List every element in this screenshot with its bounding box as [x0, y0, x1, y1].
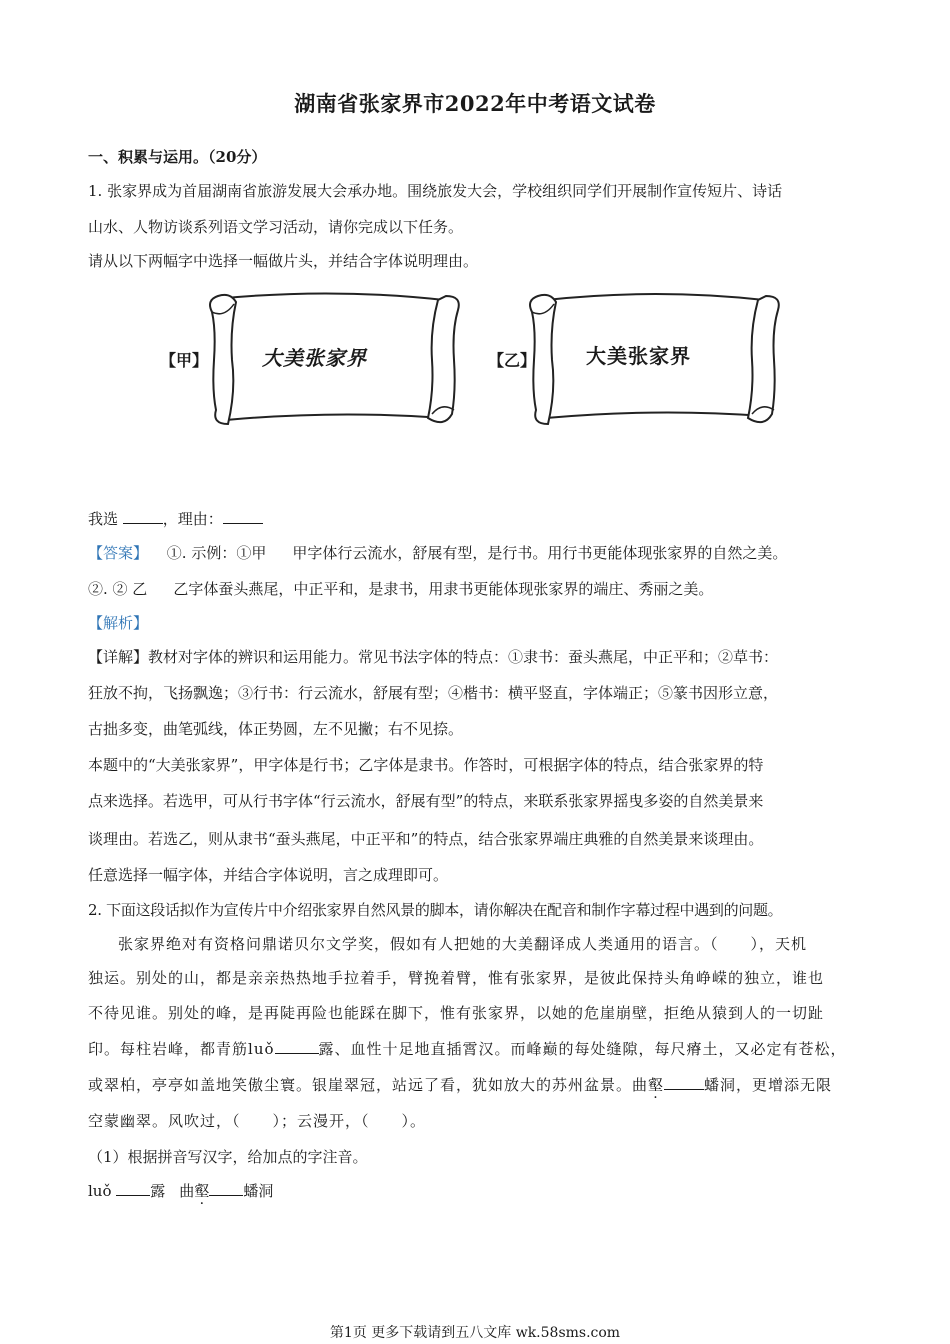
sub1-blank-1[interactable]	[116, 1181, 150, 1196]
sub1-dotted-char: 壑	[194, 1182, 210, 1200]
passage-blank-he[interactable]	[664, 1075, 704, 1090]
detail-line-7: 任意选择一幅字体，并结合字体说明，言之成理即可。	[88, 866, 449, 884]
sub1-word-1: 露	[150, 1182, 166, 1200]
q1-text-line2: 山水、人物访谈系列语文学习活动，请你完成以下任务。	[88, 218, 464, 236]
passage-line-1: 张家界绝对有资格问鼎诺贝尔文学奖，假如有人把她的大美翻译成人类通用的语言。（ ），天机	[118, 935, 808, 953]
label-yi: 【乙】	[488, 351, 537, 370]
detail-line-5: 点来选择。若选甲，可从行书字体“行云流水，舒展有型”的特点，来联系张家界摇曳多姿的自然美景来	[88, 792, 764, 810]
answer-2b: 乙字体蚕头燕尾，中正平和，是隶书，用隶书更能体现张家界的端庄、秀丽之美。	[173, 580, 714, 598]
answer-line-1	[88, 542, 787, 563]
sub1-pinyin: luǒ	[88, 1182, 112, 1200]
sub1-word-2b: 蟠洞	[243, 1182, 274, 1200]
detail-line-6: 谈理由。若选乙，则从隶书“蚕头燕尾，中正平和”的特点，结合张家界端庄典雅的自然美景来谈理由。	[88, 830, 764, 848]
answer-1: ①. 示例：①甲	[166, 544, 267, 562]
passage-4a: 印。每柱岩峰，都青筋	[88, 1040, 249, 1058]
answer-1b: 甲字体行云流水，舒展有型，是行书。用行书更能体现张家界的自然之美。	[292, 544, 788, 562]
detail-line-2: 狂放不拘，飞扬飘逸；③行书：行云流水，舒展有型；④楷书：横平竖直，字体端正；⑤篆书因形立意，	[88, 684, 779, 702]
passage-line-3: 不待见谁。别处的峰，是再陡再险也能踩在脚下，惟有张家界，以她的危崖崩壁，拒绝从猿到人的一切趾	[88, 1004, 825, 1022]
scroll-yi-text: 大美张家界	[586, 344, 691, 368]
subquestion-1-answer-line	[88, 1180, 273, 1201]
sub1-blank-2[interactable]	[209, 1181, 243, 1196]
passage-4-pinyin: luǒ	[248, 1040, 275, 1058]
passage-line-4	[88, 1038, 847, 1059]
scroll-jia-text: 大美张家界	[262, 346, 367, 370]
detail-line-1: 【详解】教材对字体的辨识和运用能力。常见书法字体的特点：①隶书：蚕头燕尾，中正平和；②草书：	[88, 648, 779, 666]
q1-text-line3: 请从以下两幅字中选择一幅做片头，并结合字体说明理由。	[88, 252, 479, 270]
choose-prefix: 我选	[88, 510, 119, 528]
choose-line	[88, 508, 263, 529]
answer-tag: 【答案】	[88, 544, 149, 562]
subquestion-1: （1）根据拼音写汉字，给加点的字注音。	[88, 1148, 368, 1166]
passage-4b: 露、血性十足地直插霄汉。而峰巅的每处缝隙，每尺瘠土，又必定有苍松，	[318, 1040, 847, 1058]
passage-5-dotted-char: 壑	[648, 1076, 665, 1094]
label-jia: 【甲】	[160, 351, 209, 370]
q1-text-line1: 1. 张家界成为首届湖南省旅游发展大会承办地。围绕旅发大会，学校组织同学们开展制作宣传短片、诗话	[88, 182, 783, 200]
detail-line-3: 古拙多变，曲笔弧线，体正势圆，左不见撇；右不见捺。	[88, 720, 464, 738]
sub1-word-2a: 曲	[179, 1182, 195, 1200]
passage-line-5	[88, 1074, 832, 1095]
reason-blank[interactable]	[223, 509, 263, 524]
page-footer: 第1页 更多下载请到五八文库 wk.58sms.com	[329, 1325, 621, 1341]
passage-5a: 或翠柏，亭亭如盖地笑傲尘寰。银崖翠冠，站远了看，犹如放大的苏州盆景。曲	[88, 1076, 649, 1094]
passage-line-2: 独运。别处的山，都是亲亲热热地手拉着手，臂挽着臂，惟有张家界，是彼此保持头角峥嵘的独立，谁也	[88, 969, 825, 987]
detail-line-4: 本题中的“大美张家界”，甲字体是行书；乙字体是隶书。作答时，可根据字体的特点，结合张家界的特	[88, 756, 764, 774]
choose-blank[interactable]	[123, 509, 163, 524]
q2-intro: 2. 下面这段话拟作为宣传片中介绍张家界自然风景的脚本，请你解决在配音和制作字幕过程中遇到的问题。	[88, 901, 783, 919]
answer-line-2	[88, 578, 713, 599]
section-heading: 一、积累与运用。（20分）	[88, 148, 267, 166]
choose-reason-label: ，理由：	[162, 510, 223, 528]
passage-line-6: 空蒙幽翠。风吹过，（ ）；云漫开，（ ）。	[88, 1112, 427, 1130]
passage-5b: 蟠洞，更增添无限	[704, 1076, 833, 1094]
page-title: 湖南省张家界市2022年中考语文试卷	[294, 91, 656, 116]
answer-2: ②. ② 乙	[88, 580, 148, 598]
passage-blank-luo[interactable]	[275, 1039, 319, 1054]
analysis-tag: 【解析】	[88, 614, 149, 632]
